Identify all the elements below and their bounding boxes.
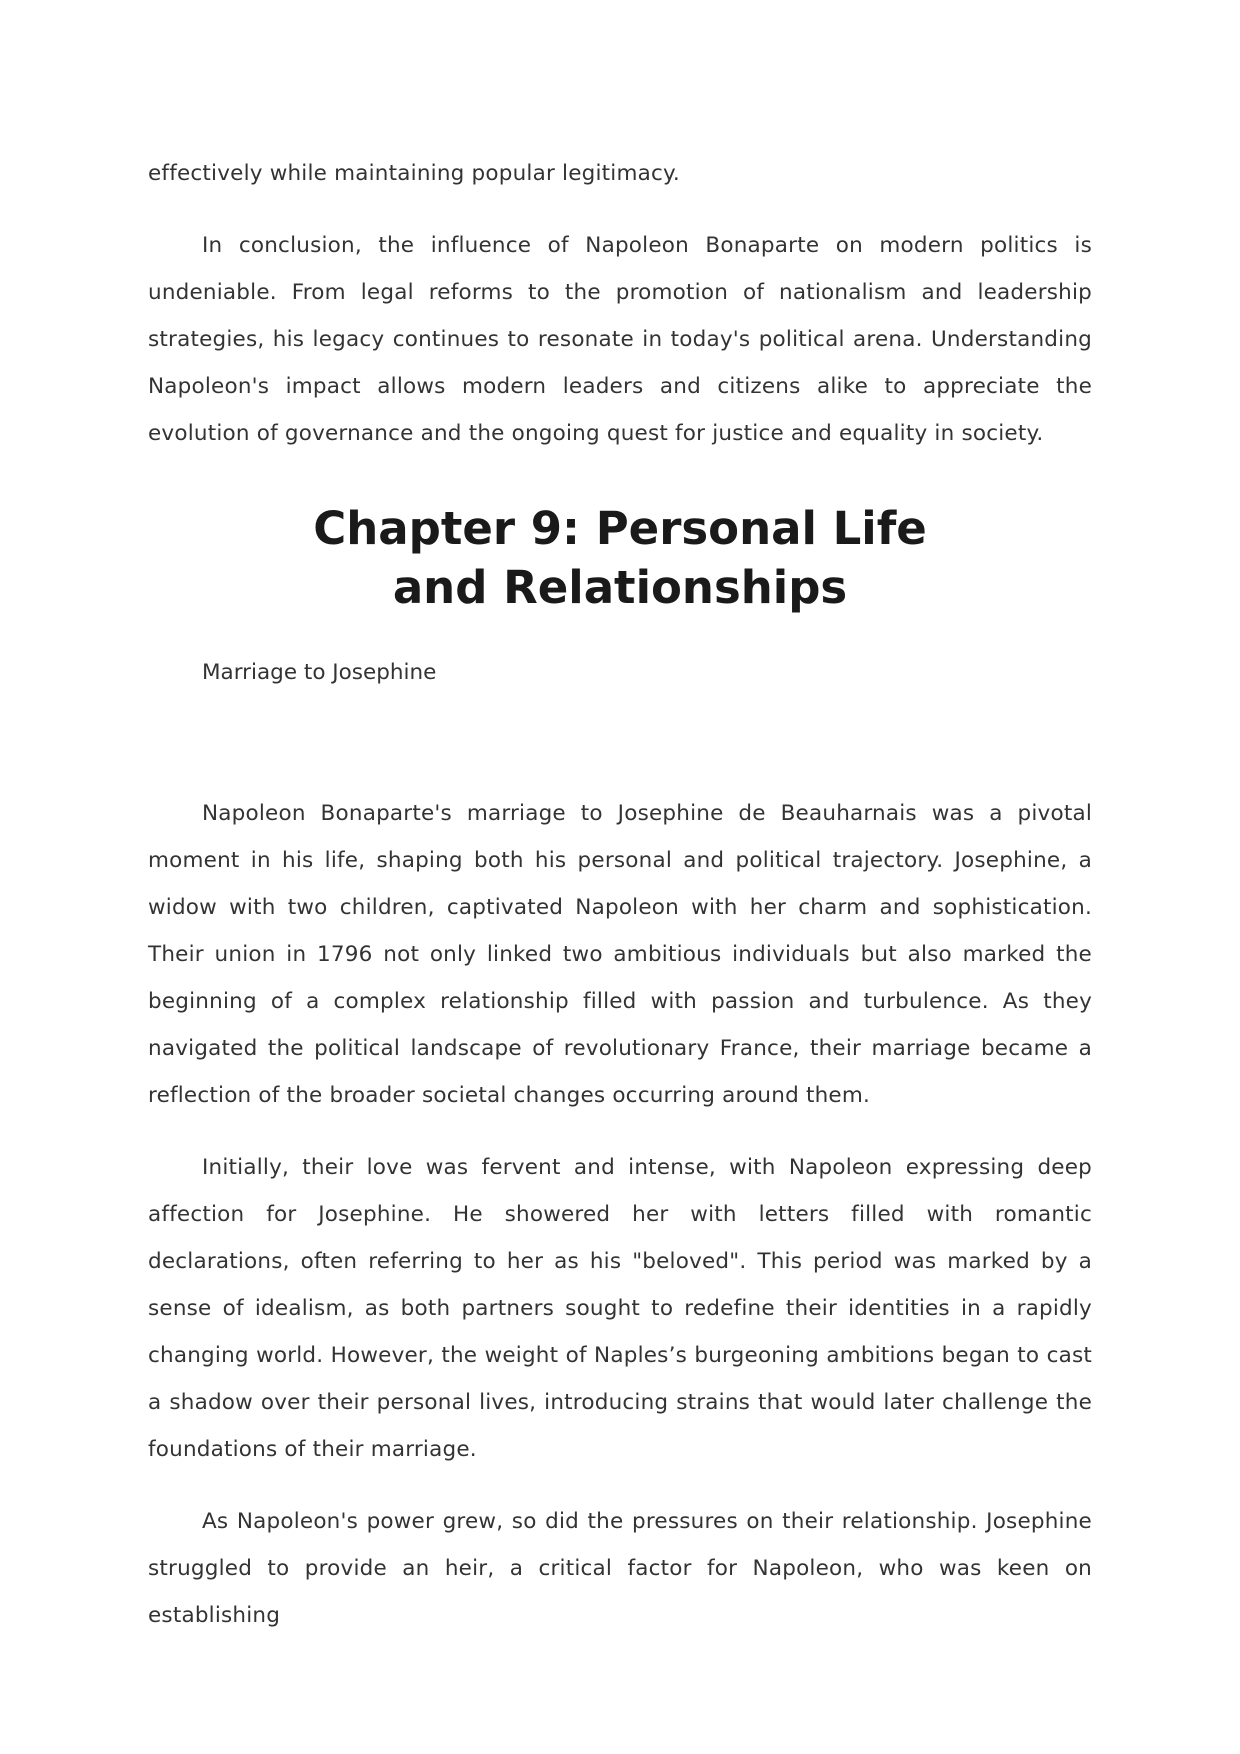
document-page bbox=[148, 150, 1092, 1639]
paragraph-continuation: effectively while maintaining popular legitimacy. bbox=[148, 161, 680, 186]
paragraph-marriage: Napoleon Bonaparte's marriage to Josephine de Beauharnais was a pivotal moment in his life, shaping both his personal and political trajectory. Josephine, a widow with two children, captivated Napoleon with her charm and sophistication. Their union in 1796 not only linked two ambitious individuals but also marked the beginning of a complex relationship filled with passion and turbulence. As they navigated the political landscape of revolutionary France, their marriage became a reflection of the broader societal changes occurring around them. bbox=[148, 801, 1092, 1108]
paragraph-initial-love: Initially, their love was fervent and intense, with Napoleon expressing deep affection for Josephine. He showered her with letters filled with romantic declarations, often referring to her as his "beloved". This period was marked by a sense of idealism, as both partners sought to redefine their identities in a rapidly changing world. However, the weight of Naples’s burgeoning ambitions began to cast a shadow over their personal lives, introducing strains that would later challenge the foundations of their marriage. bbox=[148, 1155, 1092, 1462]
paragraph-pressures: As Napoleon's power grew, so did the pressures on their relationship. Josephine struggled to provide an heir, a critical factor for Napoleon, who was keen on establishing bbox=[148, 1509, 1092, 1628]
paragraph-conclusion: In conclusion, the influence of Napoleon Bonaparte on modern politics is undeniable. From legal reforms to the promotion of nationalism and leadership strategies, his legacy continues to resonate in today's political arena. Understanding Napoleon's impact allows modern leaders and citizens alike to appreciate the evolution of governance and the ongoing quest for justice and equality in society. bbox=[148, 233, 1092, 446]
section-heading: Marriage to Josephine bbox=[202, 660, 437, 685]
chapter-title: Chapter 9: Personal Life and Relationships bbox=[313, 502, 927, 614]
